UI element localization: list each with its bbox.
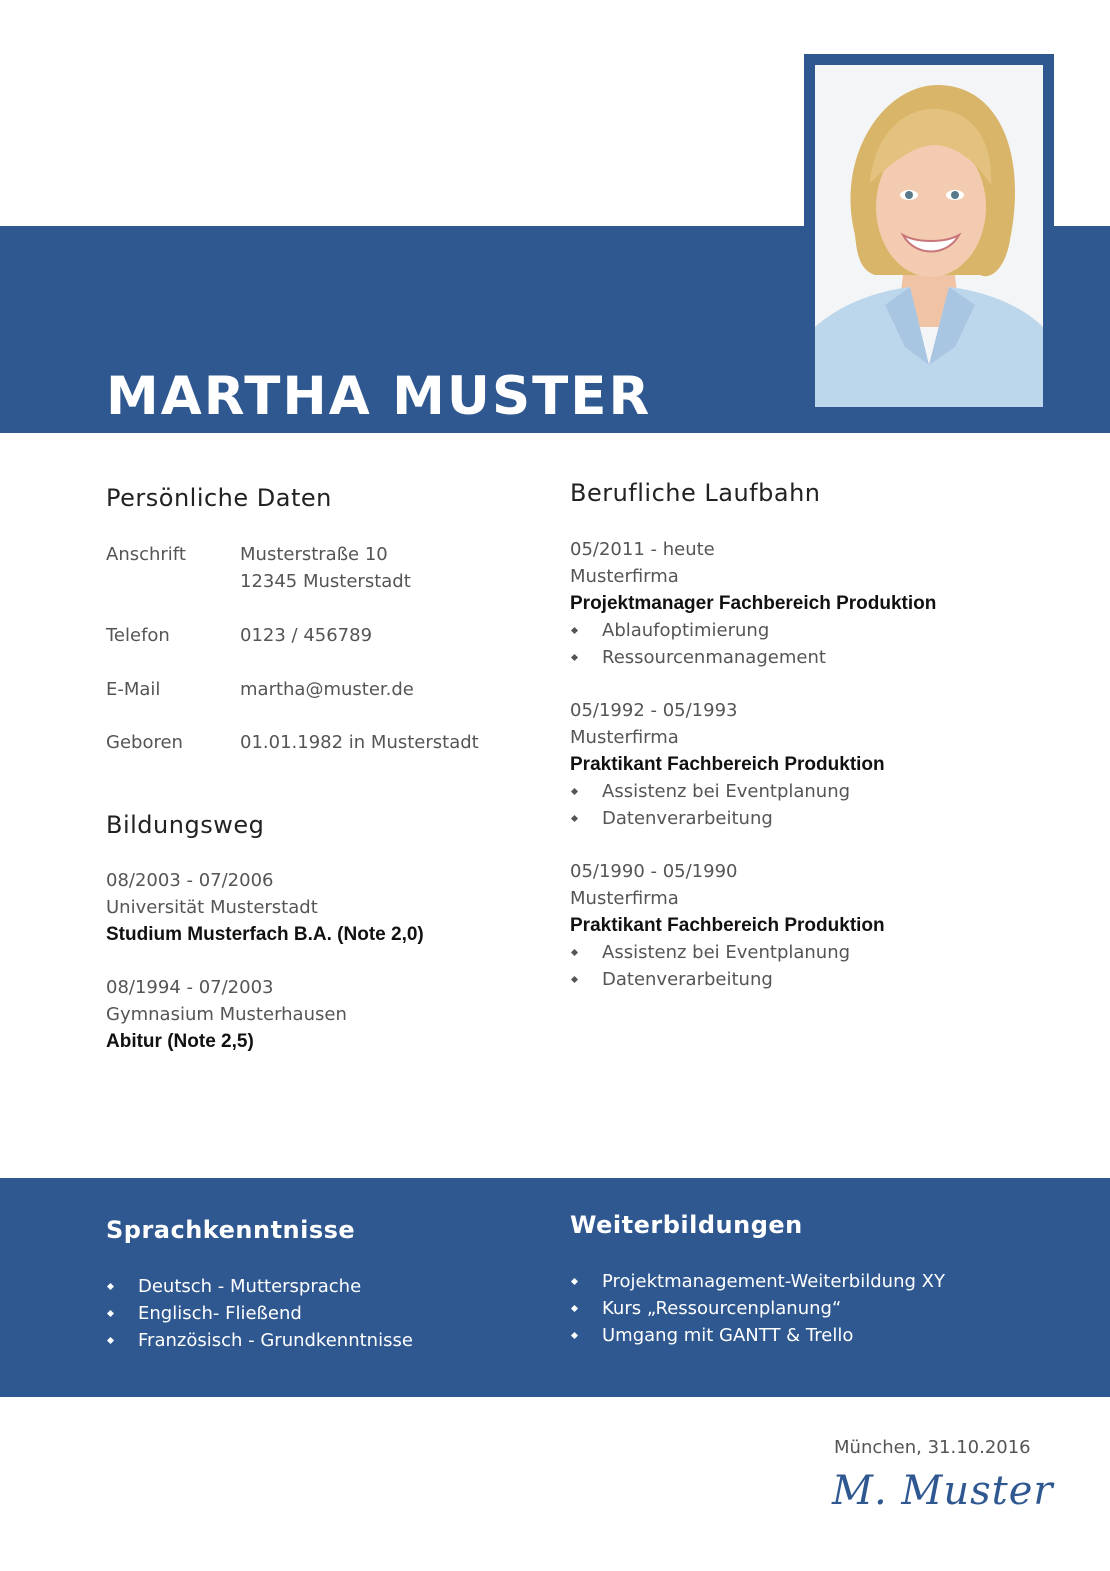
career-entry (570, 858, 885, 993)
languages-list (106, 1273, 413, 1354)
list-item (570, 1322, 945, 1349)
task-text: Ablaufoptimierung (602, 620, 770, 641)
signature: M. Muster (832, 1468, 1054, 1514)
career-entry (570, 536, 936, 671)
task-text: Assistenz bei Eventplanung (602, 942, 851, 963)
list-item (106, 1300, 413, 1327)
career-company: Musterfirma (570, 888, 679, 909)
career-task-list (570, 617, 936, 671)
education-institution: Gymnasium Musterhausen (106, 1004, 347, 1025)
diamond-bullet-icon (107, 1283, 114, 1290)
diamond-bullet-icon (571, 627, 578, 634)
diamond-bullet-icon (571, 1332, 578, 1339)
training-list (570, 1268, 945, 1349)
list-item (570, 966, 885, 993)
diamond-bullet-icon (571, 949, 578, 956)
career-role: Praktikant Fachbereich Produktion (570, 754, 885, 775)
diamond-bullet-icon (571, 976, 578, 983)
task-text: Datenverarbeitung (602, 969, 773, 990)
portrait-photo (815, 65, 1043, 407)
list-item (570, 1268, 945, 1295)
phone-label: Telefon (106, 625, 170, 646)
portrait-frame (804, 54, 1054, 419)
diamond-bullet-icon (571, 788, 578, 795)
career-period: 05/1992 - 05/1993 (570, 700, 738, 721)
education-entry (106, 974, 347, 1055)
education-degree: Abitur (Note 2,5) (106, 1031, 254, 1052)
career-period: 05/2011 - heute (570, 539, 715, 560)
career-heading: Berufliche Laufbahn (570, 479, 821, 507)
list-item (570, 644, 936, 671)
list-item (570, 1295, 945, 1322)
language-text: Deutsch - Muttersprache (138, 1276, 362, 1297)
career-entry (570, 697, 885, 832)
address-label: Anschrift (106, 544, 186, 565)
birth-label: Geboren (106, 732, 183, 753)
list-item (570, 805, 885, 832)
task-text: Ressourcenmanagement (602, 647, 826, 668)
list-item (570, 778, 885, 805)
email-label: E-Mail (106, 679, 161, 700)
diamond-bullet-icon (571, 815, 578, 822)
language-text: Französisch - Grundkenntnisse (138, 1330, 413, 1351)
diamond-bullet-icon (107, 1337, 114, 1344)
career-company: Musterfirma (570, 566, 679, 587)
place-date: München, 31.10.2016 (834, 1437, 1031, 1458)
education-entry (106, 867, 424, 948)
diamond-bullet-icon (107, 1310, 114, 1317)
career-task-list (570, 939, 885, 993)
education-heading: Bildungsweg (106, 811, 265, 839)
career-task-list (570, 778, 885, 832)
list-item (106, 1273, 413, 1300)
list-item (570, 939, 885, 966)
education-period: 08/1994 - 07/2003 (106, 977, 274, 998)
birth-value: 01.01.1982 in Musterstadt (240, 732, 479, 753)
email-value: martha@muster.de (240, 679, 414, 700)
address-line-2: 12345 Musterstadt (240, 571, 411, 592)
personal-data-heading: Persönliche Daten (106, 484, 332, 512)
training-heading: Weiterbildungen (570, 1211, 803, 1239)
diamond-bullet-icon (571, 1305, 578, 1312)
candidate-name: MARTHA MUSTER (106, 366, 652, 427)
address-line-1: Musterstraße 10 (240, 544, 388, 565)
task-text: Datenverarbeitung (602, 808, 773, 829)
career-role: Projektmanager Fachbereich Produktion (570, 593, 937, 614)
language-text: Englisch- Fließend (138, 1303, 302, 1324)
list-item (570, 617, 936, 644)
career-company: Musterfirma (570, 727, 679, 748)
diamond-bullet-icon (571, 1278, 578, 1285)
diamond-bullet-icon (571, 654, 578, 661)
list-item (106, 1327, 413, 1354)
training-text: Projektmanagement-Weiterbildung XY (602, 1271, 945, 1292)
education-degree: Studium Musterfach B.A. (Note 2,0) (106, 924, 424, 945)
training-text: Umgang mit GANTT & Trello (602, 1325, 854, 1346)
training-text: Kurs „Ressourcenplanung“ (602, 1298, 842, 1319)
education-period: 08/2003 - 07/2006 (106, 870, 274, 891)
career-period: 05/1990 - 05/1990 (570, 861, 738, 882)
career-role: Praktikant Fachbereich Produktion (570, 915, 885, 936)
education-institution: Universität Musterstadt (106, 897, 318, 918)
languages-heading: Sprachkenntnisse (106, 1216, 356, 1244)
phone-value: 0123 / 456789 (240, 625, 373, 646)
task-text: Assistenz bei Eventplanung (602, 781, 851, 802)
